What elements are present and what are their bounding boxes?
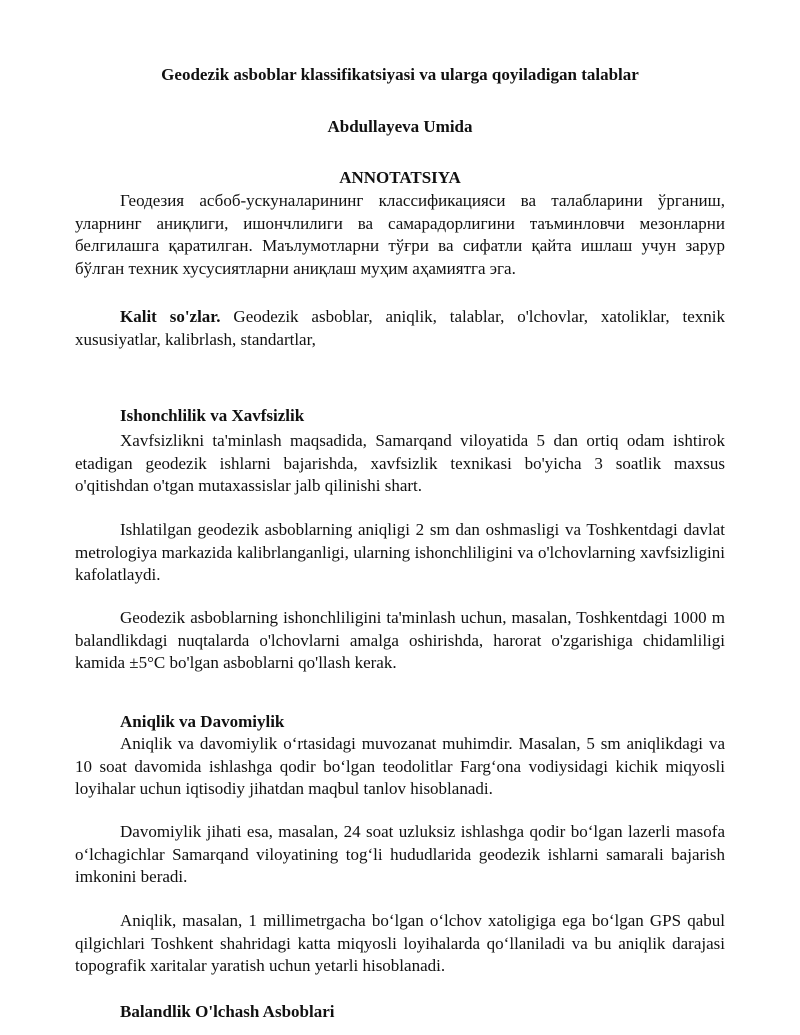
section-heading-reliability: Ishonchlilik va Xavfsizlik bbox=[120, 406, 305, 425]
keywords-text: Geodezik asboblar, aniqlik, talablar, o'lchovlar, xatoliklar, texnik xususiyatlar, kalibrlash, standartlar, bbox=[75, 307, 725, 349]
keywords-label: Kalit so'zlar. bbox=[120, 307, 221, 326]
annotation-heading: ANNOTATSIYA bbox=[339, 168, 461, 187]
keywords-paragraph bbox=[75, 306, 725, 351]
annotation-text: Геодезия асбоб-ускуналарининг классификацияси ва талабларини ўрганиш, уларнинг аниқлиги, ишончлилиги ва самарадорлигини таъминловчи мезонларни белгилашга қаратилган. Маълумотларни тўғри ва сифатли қайта ишлаш учун зарур бўлган техник хусусиятларни аниқлаш муҳим аҳамиятга эга. bbox=[75, 191, 725, 278]
section-heading-height-instruments: Balandlik O'lchash Asboblari bbox=[120, 1002, 335, 1021]
section-heading-accuracy: Aniqlik va Davomiylik bbox=[120, 712, 285, 731]
section1-p1-text: Xavfsizlikni ta'minlash maqsadida, Samarqand viloyatida 5 dan ortiq odam ishtirok etadigan geodezik ishlarni bajarishda, xavfsizlik texnikasi bo'yicha 3 soatlik maxsus o'qitishdan o'tgan mutaxassislar jalb qilinishi shart. bbox=[75, 431, 725, 496]
section1-p3-text: Geodezik asboblarning ishonchliligini ta'minlash uchun, masalan, Toshkentdagi 1000 m balandlikdagi nuqtalarda o'lchovlarni amalga oshirishda, harorat o'zgarishiga chidamliligi kamida ±5°C bo'lgan asboblarni qo'llash kerak. bbox=[75, 608, 725, 673]
annotation-paragraph bbox=[75, 190, 725, 280]
section2-paragraph-3 bbox=[75, 910, 725, 978]
section1-paragraph-1 bbox=[75, 430, 725, 498]
document-title: Geodezik asboblar klassifikatsiyasi va ularga qoyiladigan talablar bbox=[161, 65, 639, 84]
section2-paragraph-2 bbox=[75, 821, 725, 889]
section2-p2-text: Davomiylik jihati esa, masalan, 24 soat uzluksiz ishlashga qodir boʻlgan lazerli masofa oʻlchagichlar Samarqand viloyatining togʻli hududlarida geodezik ishlarni samarali bajarish imkonini beradi. bbox=[75, 822, 725, 887]
section1-paragraph-2 bbox=[75, 519, 725, 587]
section2-p1-text: Aniqlik va davomiylik oʻrtasidagi muvozanat muhimdir. Masalan, 5 sm aniqlikdagi va 10 soat davomida ishlashga qodir boʻlgan teodolitlar Fargʻona vodiysidagi kichik miqyosli loyihalar uchun iqtisodiy jihatdan maqbul tanlov hisoblanadi. bbox=[75, 734, 725, 799]
section2-p3-text: Aniqlik, masalan, 1 millimetrgacha boʻlgan oʻlchov xatoligiga ega boʻlgan GPS qabul qilgichlari Toshkent shahridagi katta miqyosli loyihalarda qoʻllaniladi va bu aniqlik darajasi topografik xaritalar yaratish uchun yetarli hisoblanadi. bbox=[75, 911, 725, 976]
section2-paragraph-1 bbox=[75, 733, 725, 801]
section1-p2-text: Ishlatilgan geodezik asboblarning aniqligi 2 sm dan oshmasligi va Toshkentdagi davlat metrologiya markazida kalibrlanganligi, ularning ishonchliligini va o'lchovlarning xavfsizligini kafolatlaydi. bbox=[75, 520, 725, 585]
section1-paragraph-3 bbox=[75, 607, 725, 675]
author-name: Abdullayeva Umida bbox=[327, 117, 473, 136]
